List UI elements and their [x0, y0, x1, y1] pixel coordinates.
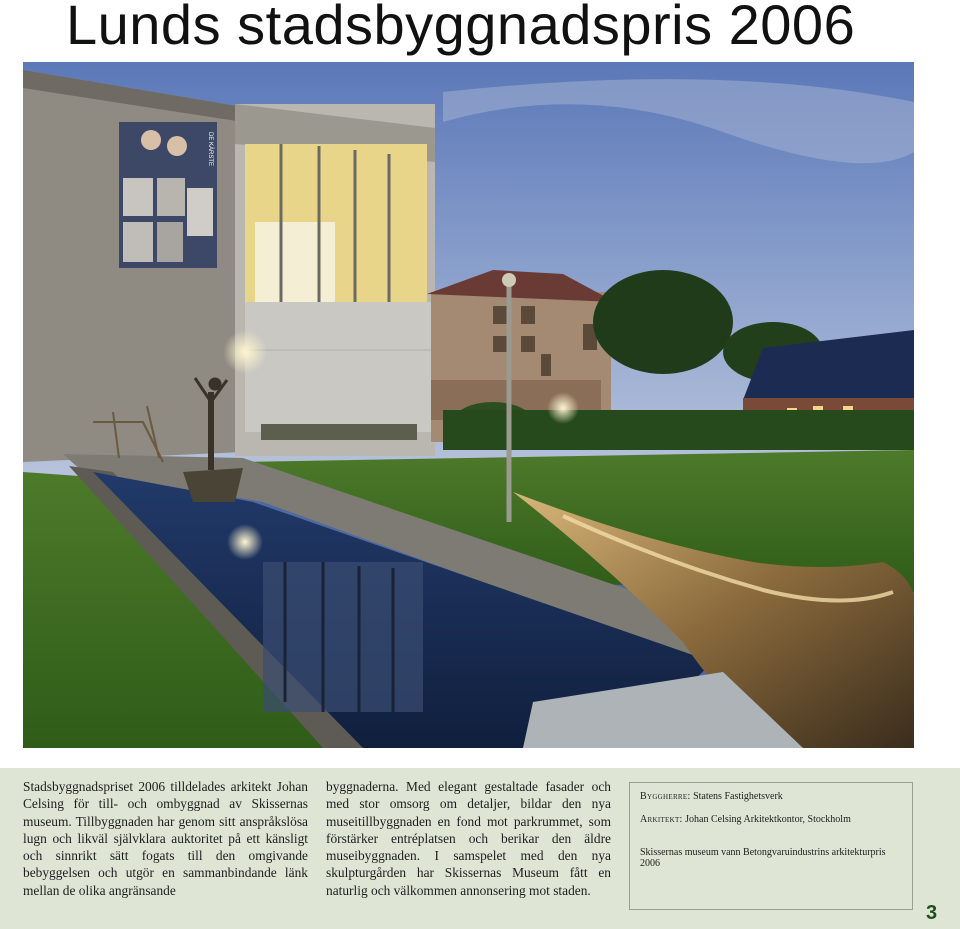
architect-row [640, 814, 902, 825]
poster-text: DE KÄRSTE [207, 132, 213, 167]
builder-value: Statens Fastighetsverk [693, 791, 783, 802]
museum-photo [23, 62, 914, 748]
facts-box [629, 782, 913, 910]
builder-label: Byggherre: [640, 791, 691, 802]
article-text-2: byggnaderna. Med elegant gestaltade fasader och med stor omsorg om detaljer, bildar den nya museitillbyggnaden en fond mot parkrummet, som förstärker entréplatsen och berikar den äldre museibyggnaden. I samspelet med den nya skulpturgården har Skissernas Museum fått en naturlig och välkommen annonsering mot staden. [326, 779, 611, 898]
architect-label: Arkitekt: [640, 814, 683, 825]
award-note: Skissernas museum vann Betongvaruindustrins arkitekturpris 2006 [640, 847, 886, 869]
article-column-1 [23, 778, 308, 899]
architect-value: Johan Celsing Arkitektkontor, Stockholm [685, 814, 851, 825]
page-title: Lunds stadsbyggnadspris 2006 [66, 0, 856, 56]
builder-row [640, 791, 902, 802]
article-text-1: Stadsbyggnadspriset 2006 tilldelades arkitekt Johan Celsing för till- och ombyggnad av Skissernas museum. Tillbyggnaden har genom sitt anspråkslösa lugn och likväl självklara auktoritet på ett känsligt och sinnrikt sätt fogats till den omgivande bebyggelsen och utgör en sammanbindande länk mellan de olika angränsande [23, 779, 308, 898]
article-column-2 [326, 778, 611, 899]
page-number: 3 [926, 902, 938, 924]
